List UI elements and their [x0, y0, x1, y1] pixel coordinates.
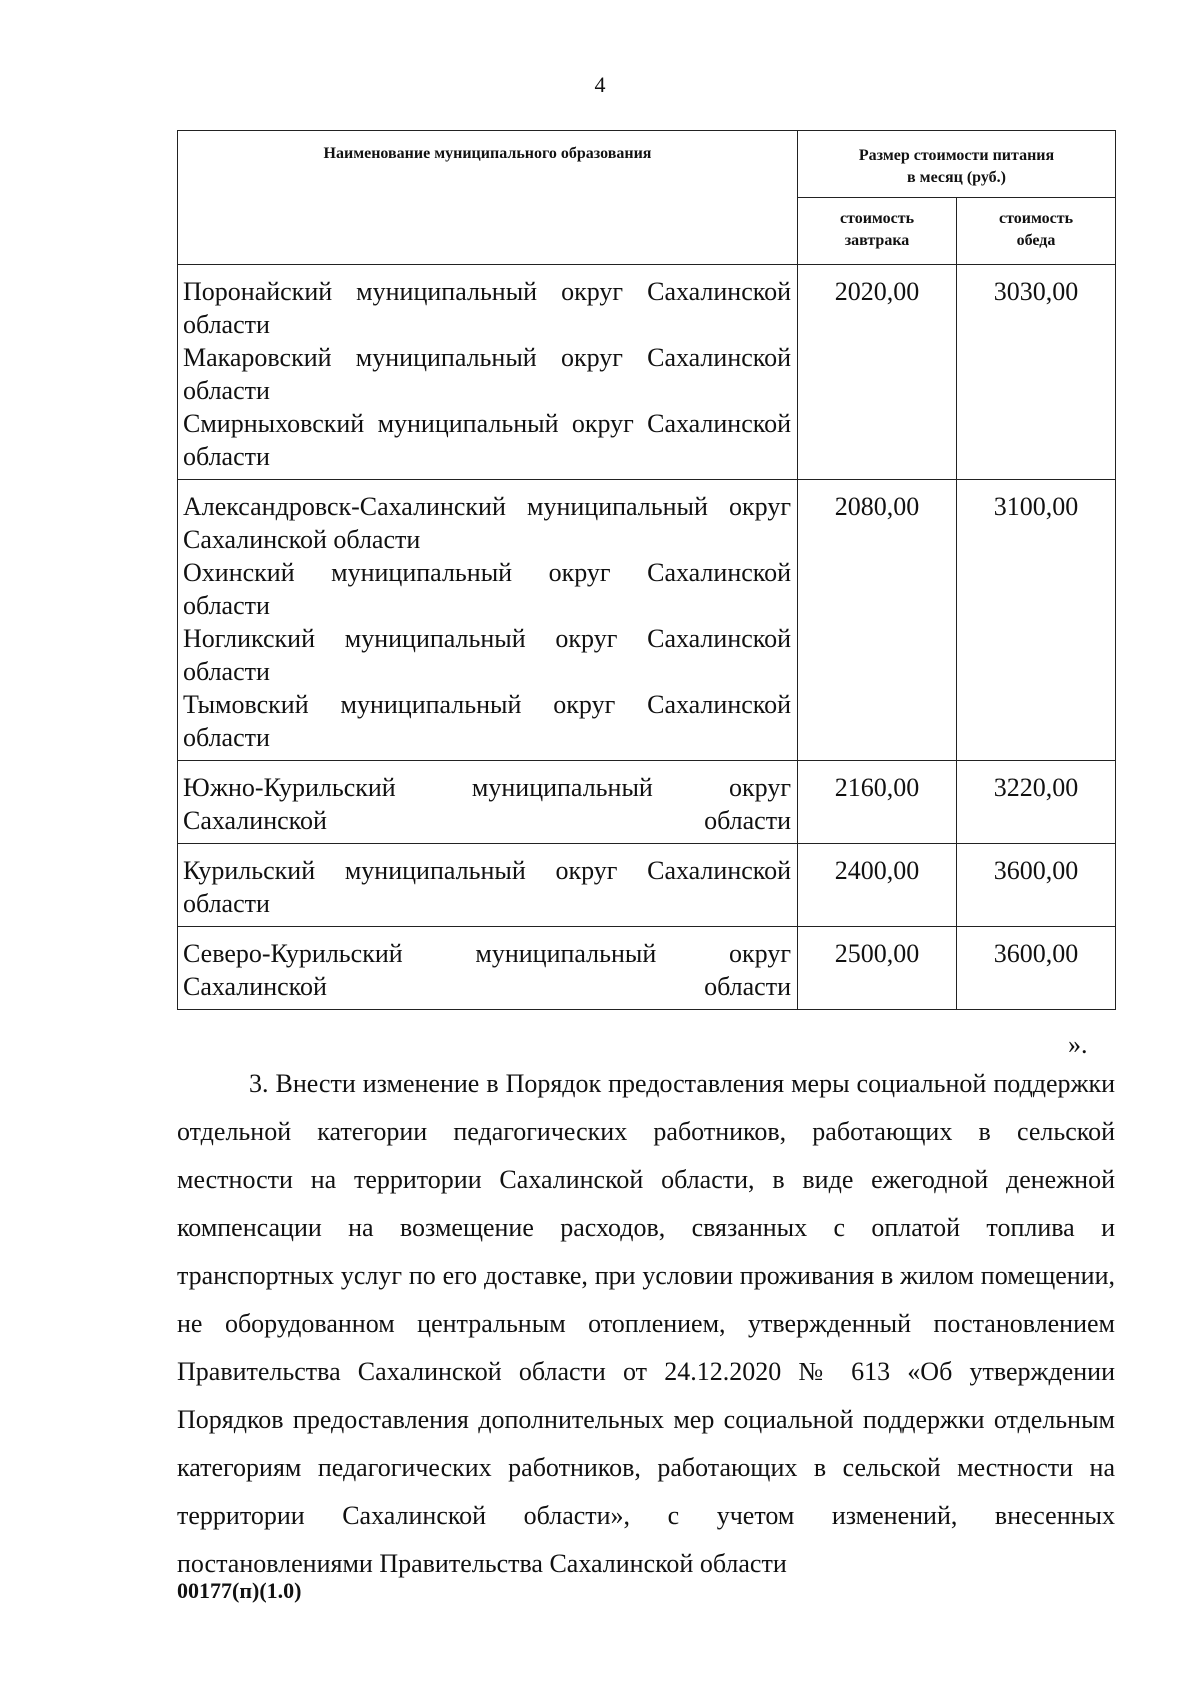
header-cost-group-line1: Размер стоимости питания	[858, 147, 1055, 164]
breakfast-cost: 2400,00	[798, 844, 957, 927]
header-breakfast	[798, 198, 957, 265]
municipality-name: Смирныховский муниципальный округ Сахалинской области	[183, 409, 791, 471]
municipality-name: Охинский муниципальный округ Сахалинской области	[183, 558, 791, 620]
table-row	[178, 927, 1116, 1010]
page-number: 4	[594, 72, 606, 97]
municipality-name: Курильский муниципальный округ Сахалинской области	[183, 856, 791, 918]
breakfast-cost: 2020,00	[798, 265, 957, 480]
municipality-name: Тымовский муниципальный округ Сахалинской области	[183, 690, 791, 752]
municipality-names-cell	[178, 480, 798, 761]
table-header-row	[178, 131, 1116, 198]
municipality-names-cell	[178, 265, 798, 480]
municipality-names-cell	[178, 927, 798, 1010]
header-cost-group-line2: в месяц (руб.)	[907, 169, 1006, 186]
header-breakfast-line2: завтрака	[844, 232, 910, 249]
municipality-name: Александровск-Сахалинский муниципальный округ Сахалинской области	[183, 492, 791, 554]
header-municipality: Наименование муниципального образования	[178, 131, 798, 265]
breakfast-cost: 2080,00	[798, 480, 957, 761]
lunch-cost: 3030,00	[957, 265, 1116, 480]
header-breakfast-line1: стоимость	[839, 210, 915, 227]
table-row	[178, 761, 1116, 844]
amendment-paragraph: 3. Внести изменение в Порядок предоставления меры социальной поддержки отдельной категории педагогических работников, работающих в сельской местности на территории Сахалинской области, в виде ежегодной денежной компенсации на возмещение расходов, связанных с оплатой топлива и транспортных услуг по его доставке, при условии проживания в жилом помещении, не оборудованном центральным отоплением, утвержденный постановлением Правительства Сахалинской области от 24.12.2020 № 613 «Об утверждении Порядков предоставления дополнительных мер социальной поддержки отдельным категориям педагогических работников, работающих в сельской местности на территории Сахалинской области», с учетом изменений, внесенных постановлениями Правительства Сахалинской области	[177, 1069, 1115, 1578]
municipality-name: Поронайский муниципальный округ Сахалинской области	[183, 277, 791, 339]
municipality-name: Южно-Курильский муниципальный округ Сахалинской области	[183, 773, 791, 835]
header-lunch-line1: стоимость	[998, 210, 1074, 227]
lunch-cost: 3600,00	[957, 844, 1116, 927]
lunch-cost: 3100,00	[957, 480, 1116, 761]
header-lunch	[957, 198, 1116, 265]
meal-cost-table	[177, 130, 1116, 1010]
municipality-name: Макаровский муниципальный округ Сахалинской области	[183, 343, 791, 405]
table-row	[178, 844, 1116, 927]
municipality-name: Ногликский муниципальный округ Сахалинской области	[183, 624, 791, 686]
breakfast-cost: 2500,00	[798, 927, 957, 1010]
municipality-names-cell	[178, 844, 798, 927]
municipality-names-cell	[178, 761, 798, 844]
table-row	[178, 480, 1116, 761]
lunch-cost: 3600,00	[957, 927, 1116, 1010]
lunch-cost: 3220,00	[957, 761, 1116, 844]
header-cost-group	[798, 131, 1116, 198]
document-code: 00177(п)(1.0)	[177, 1578, 302, 1603]
table-row	[178, 265, 1116, 480]
closing-quote-mark: ».	[1068, 1030, 1088, 1059]
breakfast-cost: 2160,00	[798, 761, 957, 844]
municipality-name: Северо-Курильский муниципальный округ Сахалинской области	[183, 939, 791, 1001]
header-lunch-line2: обеда	[1016, 232, 1056, 249]
